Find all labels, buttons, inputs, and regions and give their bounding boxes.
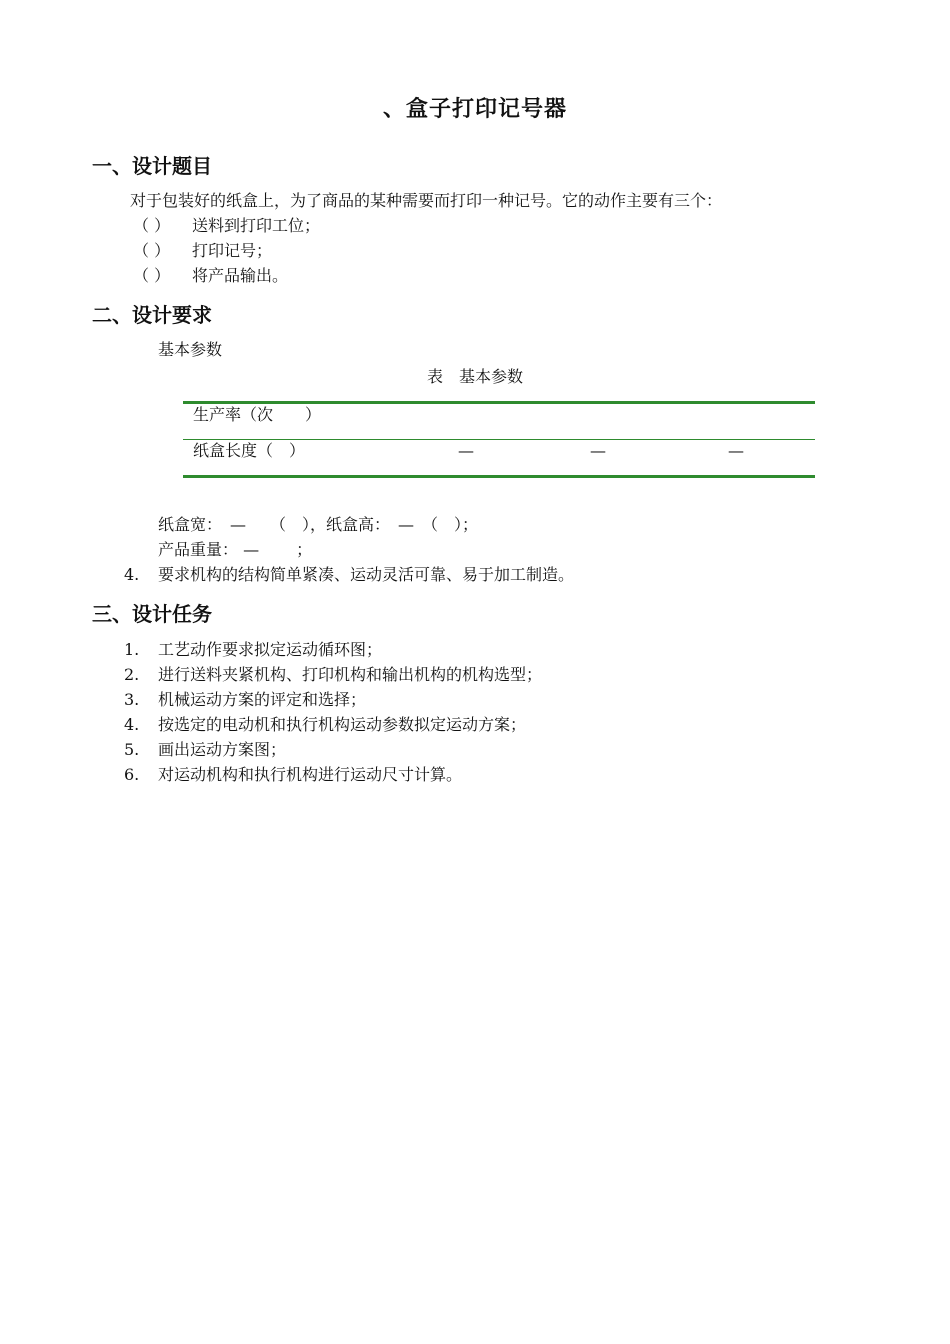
task-item: 按选定的电动机和执行机构运动参数拟定运动方案； <box>158 715 527 734</box>
task-item: 对运动机构和执行机构进行运动尺寸计算。 <box>158 765 463 784</box>
section-heading-requirements: 二、设计要求 <box>92 303 212 327</box>
list-number: 2. <box>124 665 140 684</box>
list-item-marker: （ ） <box>133 216 171 235</box>
task-item: 机械运动方案的评定和选择； <box>158 690 367 709</box>
table-caption: 表 基本参数 <box>426 367 523 386</box>
params-label: 基本参数 <box>158 340 223 359</box>
table-cell: — <box>590 441 606 460</box>
requirement-item: 要求机构的结构简单紧凑、运动灵活可靠、易于加工制造。 <box>158 565 575 584</box>
table-cell: — <box>728 441 744 460</box>
list-number: 4. <box>124 565 140 584</box>
intro-paragraph: 对于包装好的纸盒上，为了商品的某种需要而打印一种记号。它的动作主要有三个： <box>130 191 723 210</box>
list-item-text: 送料到打印工位； <box>192 216 321 235</box>
table-row-label: 纸盒长度（ ） <box>193 441 306 460</box>
list-number: 5. <box>124 740 140 759</box>
task-item: 画出运动方案图； <box>158 740 287 759</box>
table-cell: — <box>458 441 474 460</box>
table-top-rule <box>183 401 815 404</box>
list-item-marker: （ ） <box>133 241 171 260</box>
list-number: 4. <box>124 715 140 734</box>
box-size-line: 纸盒宽： — （ ），纸盒高： — （ ）； <box>158 515 479 534</box>
list-number: 3. <box>124 690 140 709</box>
list-number: 1. <box>124 640 140 659</box>
list-item-marker: （ ） <box>133 266 171 285</box>
task-item: 进行送料夹紧机构、打印机构和输出机构的机构选型； <box>158 665 543 684</box>
table-row-label: 生产率（次 ） <box>193 405 322 424</box>
document-title: 、盒子打印记号器 <box>382 97 567 122</box>
table-bottom-rule <box>183 475 815 478</box>
table-row-divider <box>183 439 815 440</box>
product-weight-line: 产品重量： — ； <box>158 540 313 559</box>
section-heading-tasks: 三、设计任务 <box>92 602 212 626</box>
list-item-text: 打印记号； <box>192 241 273 260</box>
task-item: 工艺动作要求拟定运动循环图； <box>158 640 383 659</box>
list-item-text: 将产品输出。 <box>192 266 289 285</box>
section-heading-topic: 一、设计题目 <box>92 154 212 178</box>
list-number: 6. <box>124 765 140 784</box>
